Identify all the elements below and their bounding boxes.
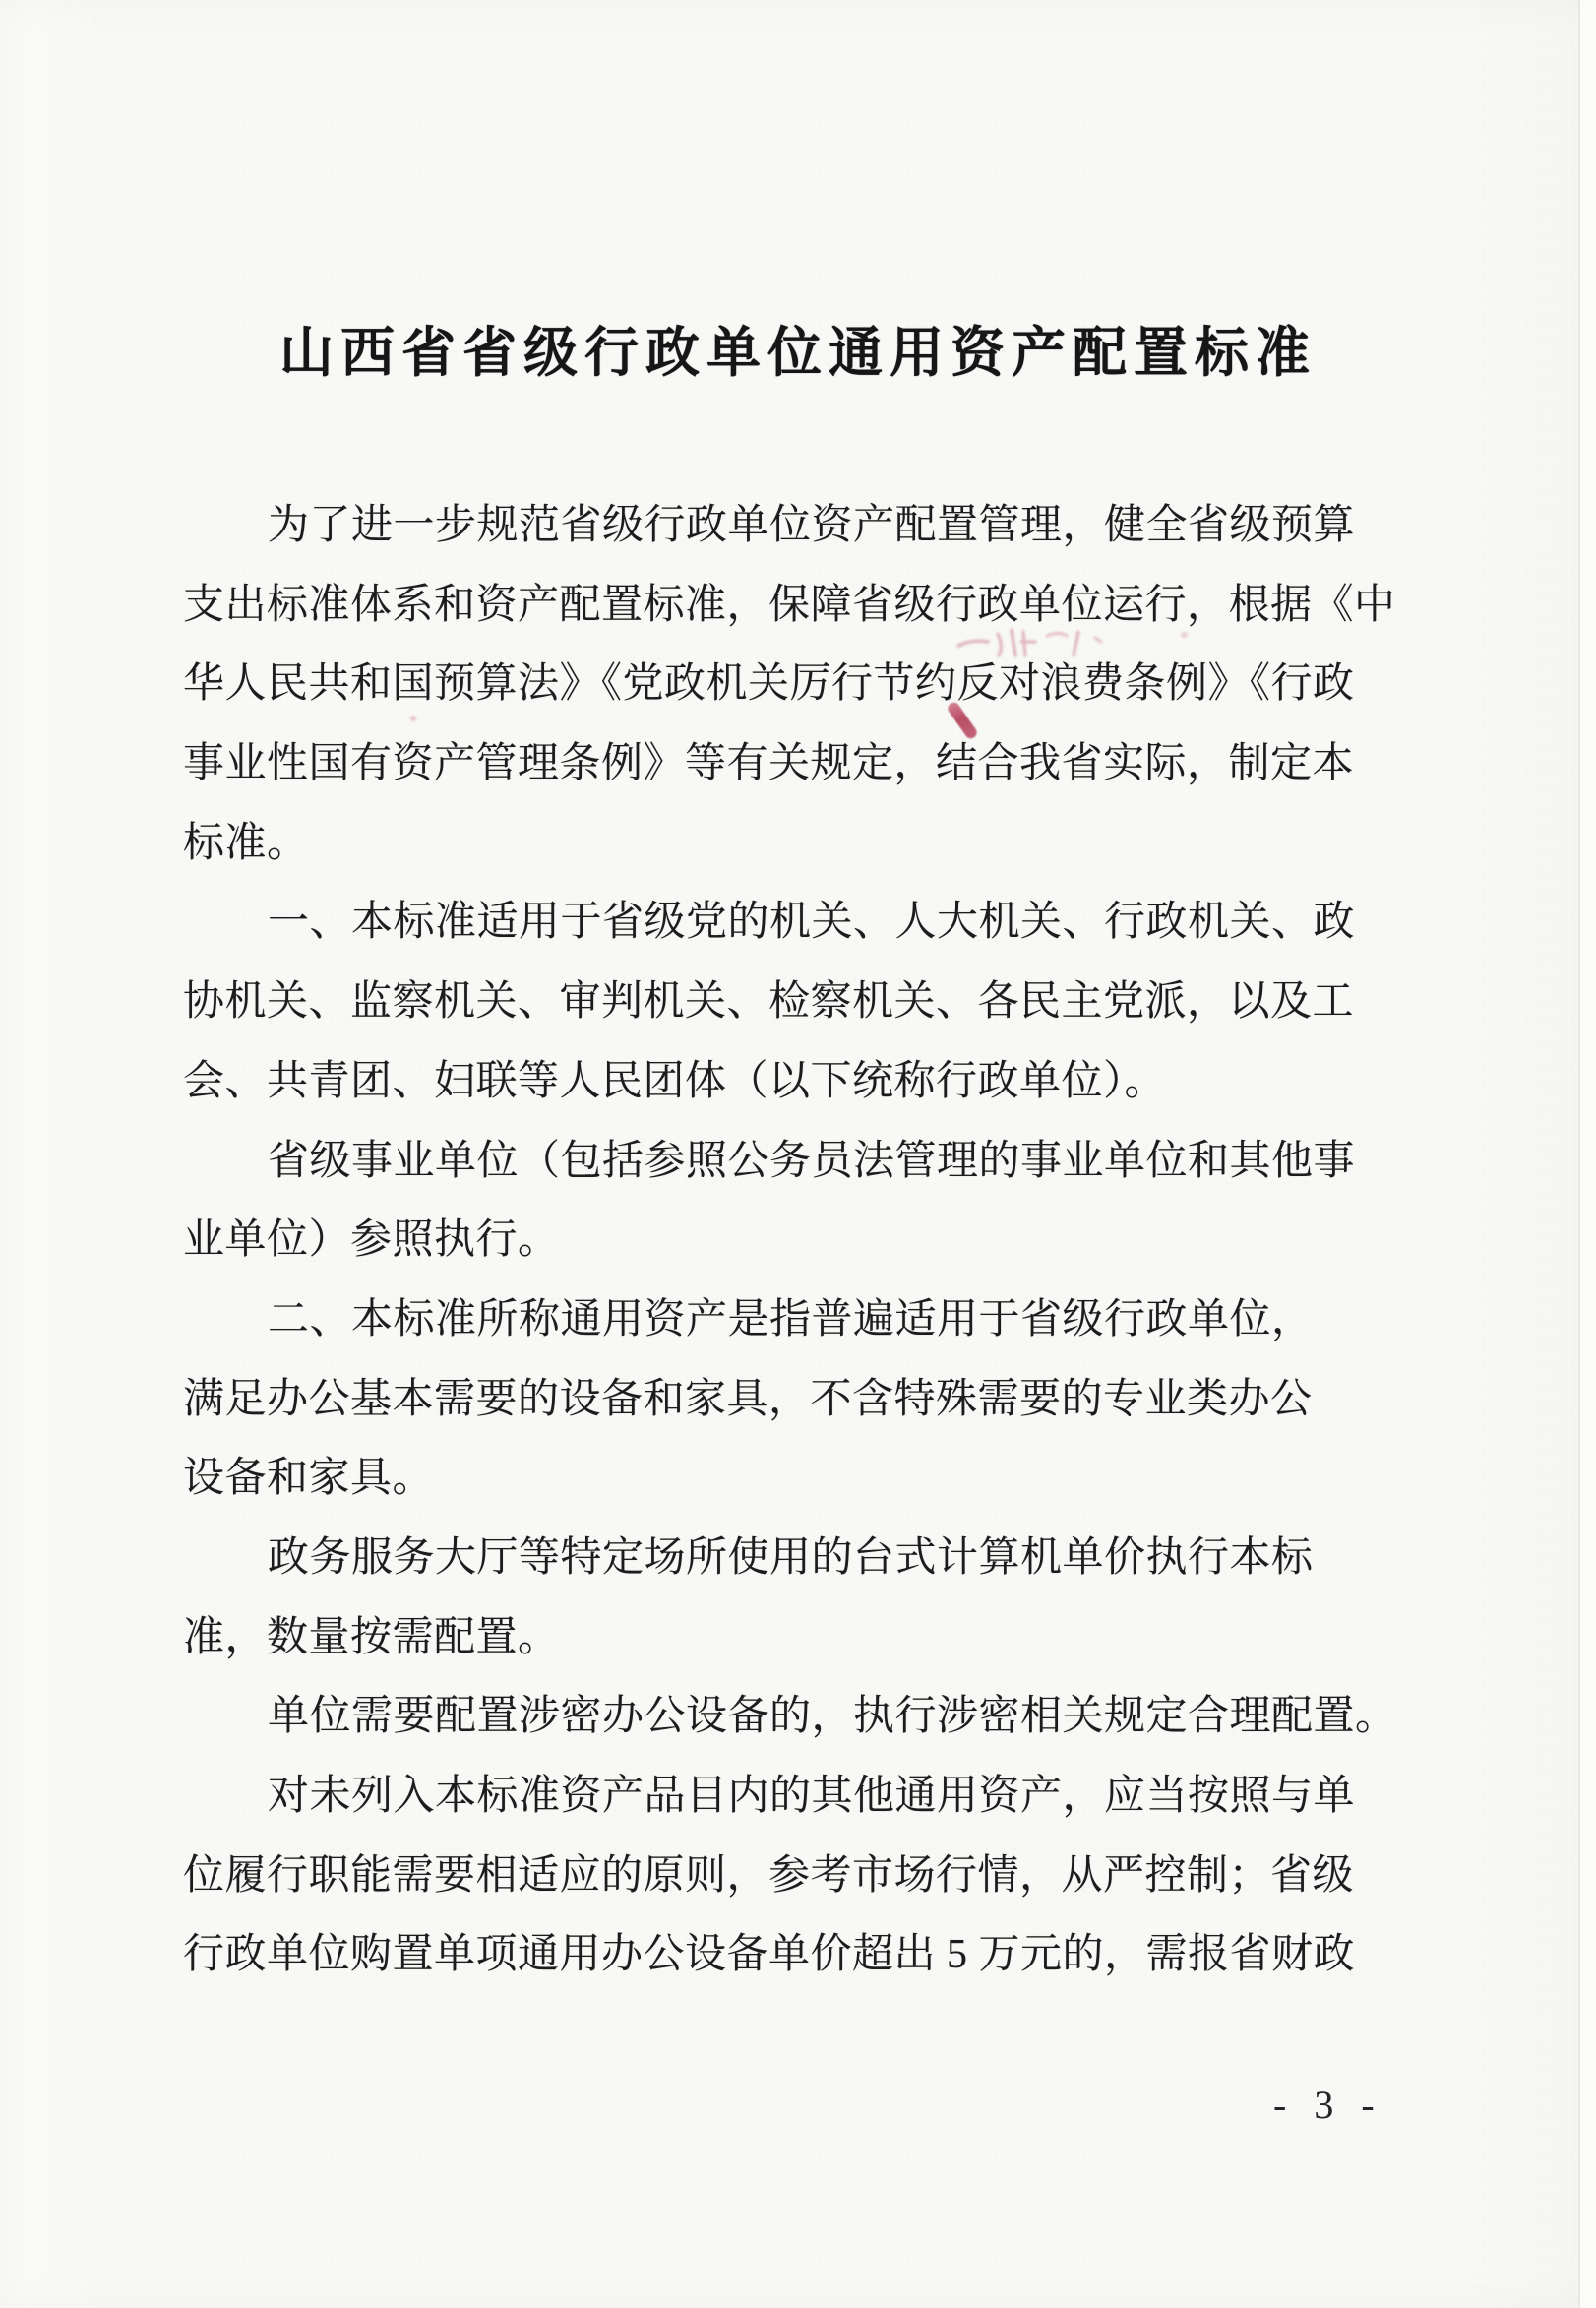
text-line: 事业性国有资产管理条例》等有关规定，结合我省实际，制定本 — [183, 741, 1355, 787]
text-line: 满足办公基本需要的设备和家具，不含特殊需要的专业类办公 — [183, 1376, 1313, 1422]
text-line: 华人民共和国预算法》《党政机关厉行节约反对浪费条例》《行政 — [183, 661, 1355, 708]
text-line: 对未列入本标准资产品目内的其他通用资产，应当按照与单 — [268, 1774, 1356, 1819]
text-line: 会、共青团、妇联等人民团体（以下统称行政单位）。 — [183, 1058, 1167, 1104]
red-ink-smudge — [952, 624, 1110, 663]
red-ink-speck — [1181, 632, 1188, 638]
text-line: 一、本标准适用于省级党的机关、人大机关、行政机关、政 — [268, 900, 1356, 946]
text-line: 省级事业单位（包括参照公务员法管理的事业单位和其他事 — [268, 1138, 1356, 1184]
text-line: 设备和家具。 — [183, 1456, 435, 1502]
text-line: 位履行职能需要相适应的原则，参考市场行情，从严控制；省级 — [183, 1852, 1355, 1899]
scan-edge-shadow — [1578, 0, 1596, 2308]
text-line: 为了进一步规范省级行政单位资产配置管理，健全省级预算 — [268, 503, 1356, 548]
page-number: - 3 - — [1273, 2083, 1383, 2127]
text-line: 单位需要配置涉密办公设备的，执行涉密相关规定合理配置。 — [268, 1694, 1397, 1740]
text-line: 标准。 — [183, 820, 309, 866]
text-line: 业单位）参照执行。 — [183, 1217, 560, 1264]
text-line: 支出标准体系和资产配置标准，保障省级行政单位运行，根据《中 — [183, 582, 1396, 628]
text-line: 二、本标准所称通用资产是指普遍适用于省级行政单位， — [268, 1296, 1314, 1342]
text-line: 协机关、监察机关、审判机关、检察机关、各民主党派，以及工 — [183, 979, 1355, 1026]
text-line: 准，数量按需配置。 — [183, 1614, 560, 1660]
document-body — [183, 486, 1492, 1995]
text-line: 行政单位购置单项通用办公设备单价超出 5 万元的，需报省财政 — [183, 1932, 1356, 1978]
document-title: 山西省省级行政单位通用资产配置标准 — [278, 323, 1317, 383]
text-line: 政务服务大厅等特定场所使用的台式计算机单价执行本标 — [268, 1534, 1314, 1581]
red-ink-speck — [410, 716, 416, 721]
